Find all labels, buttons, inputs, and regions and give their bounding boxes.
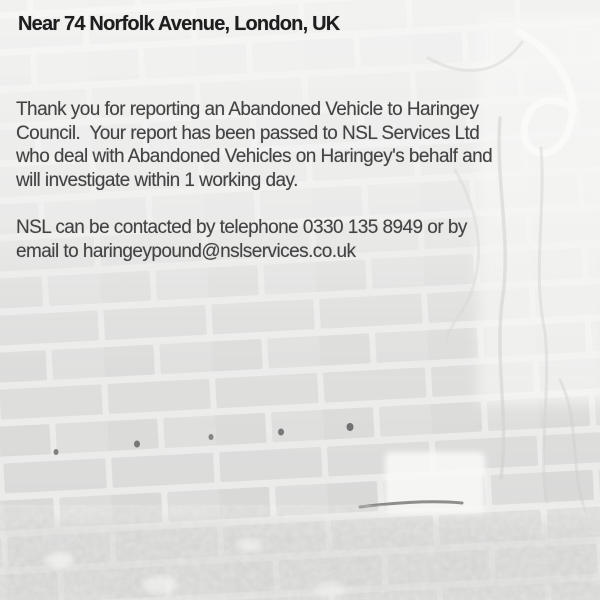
text-line: Council. Your report has been passed to NSL Services Ltd	[16, 122, 480, 144]
text-line: who deal with Abandoned Vehicles on Haringey's behalf and	[16, 146, 493, 167]
text-line: will investigate within 1 working day.	[16, 169, 298, 191]
contact-phone-line: NSL can be contacted by telephone 0330 135 8949 or by	[16, 217, 467, 238]
report-location-title: Near 74 Norfolk Avenue, London, UK	[18, 13, 340, 35]
text-line: Thank you for reporting an Abandoned Vehicle to Haringey	[16, 99, 479, 120]
report-confirmation-paragraph	[16, 98, 492, 192]
report-contact-paragraph	[16, 216, 467, 263]
contact-email-line: email to haringeypound@nslservices.co.uk	[16, 240, 356, 262]
